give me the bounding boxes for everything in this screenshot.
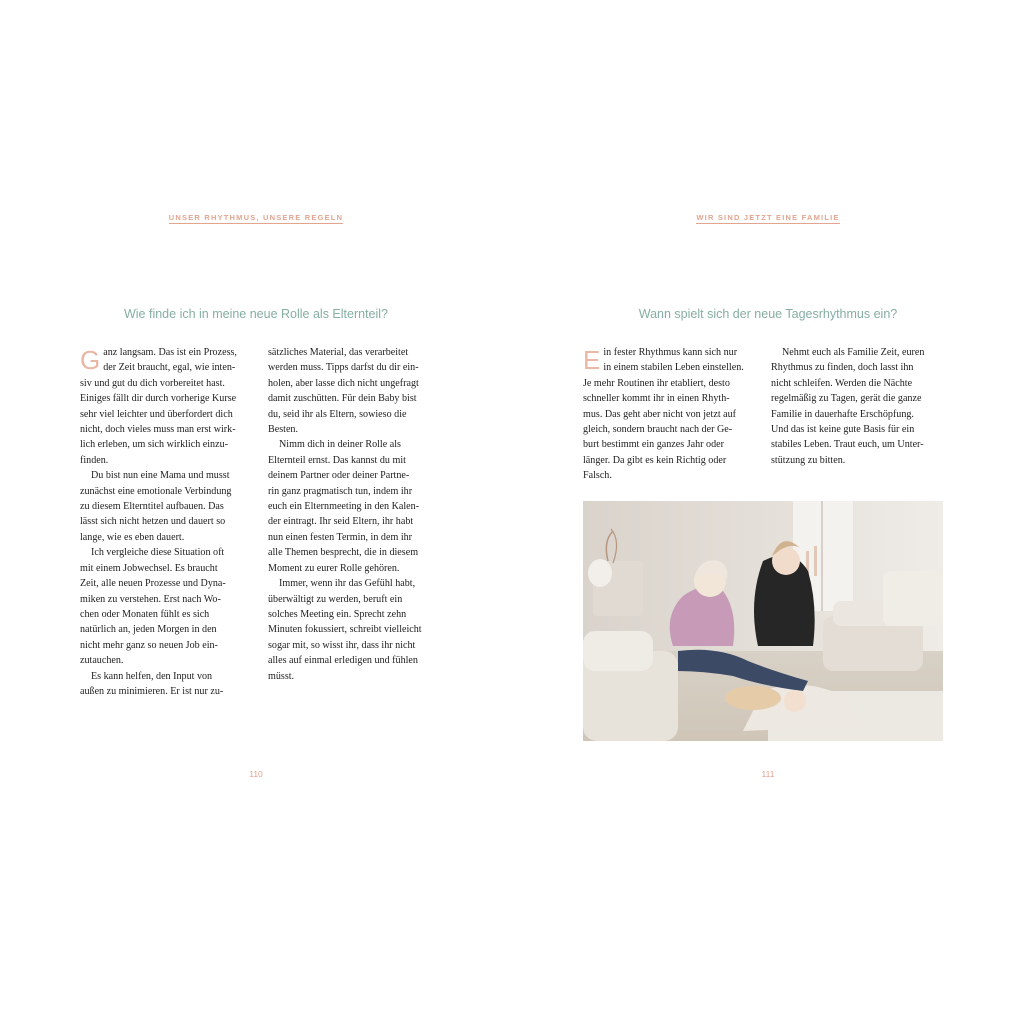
text-line: miken zu verstehen. Erst nach Wo- <box>80 593 221 605</box>
text-line: Familie in dauerhafte Erschöpfung. <box>771 408 914 420</box>
paragraph <box>583 345 755 484</box>
text-line: lässt sich nicht hetzen und dauert so <box>80 516 226 528</box>
text-line: du, seid ihr als Eltern, sowieso die <box>268 408 407 420</box>
page-number: 110 <box>249 769 263 779</box>
right-page <box>512 0 1024 1024</box>
text-line: Immer, wenn ihr das Gefühl habt, <box>279 578 416 590</box>
section-title: Wann spielt sich der neue Tagesrhythmus ein? <box>638 307 898 321</box>
text-line: Ich vergleiche diese Situation oft <box>91 547 225 559</box>
text-line: stützung zu bitten. <box>771 454 846 466</box>
text-column-2 <box>771 345 943 468</box>
text-line: zunächst eine emotionale Verbindung <box>80 485 232 497</box>
text-line: Besten. <box>268 424 298 436</box>
text-line: solches Meeting ein. Sprecht zehn <box>268 608 407 620</box>
text-line: rin ganz pragmatisch tun, indem ihr <box>268 485 413 497</box>
text-line: nicht schleifen. Werden die Nächte <box>771 377 913 389</box>
text-line: überwältigt zu werden, beruft ein <box>268 593 403 605</box>
text-line: werden muss. Tipps darfst du dir ein- <box>268 362 419 374</box>
running-head: WIR SIND JETZT EINE FAMILIE <box>696 213 840 222</box>
text-line: mit einem Jobwechsel. Es braucht <box>80 562 218 574</box>
text-line: damit zuschütten. Für dein Baby bist <box>268 393 417 405</box>
text-column-1 <box>80 345 252 699</box>
text-line: sätzliches Material, das verarbeitet <box>268 347 409 358</box>
text-line: alles auf einmal erledigen und fühlen <box>268 655 418 667</box>
text-line: in fester Rhythmus kann sich nur <box>603 347 738 358</box>
running-head: UNSER RHYTHMUS, UNSERE REGELN <box>168 213 344 222</box>
text-line: Minuten fokussiert, schreibt vielleicht <box>268 624 422 636</box>
text-line: lich erleben, um sich wirklich einzu- <box>80 439 228 451</box>
paragraph <box>268 576 440 684</box>
text-line: anz langsam. Das ist ein Prozess, <box>103 347 237 358</box>
family-photo <box>583 501 943 741</box>
section-title: Wie finde ich in meine neue Rolle als Elternteil? <box>123 307 389 321</box>
text-column-2 <box>268 345 440 684</box>
text-line: Du bist nun eine Mama und musst <box>91 470 230 482</box>
paragraph <box>771 345 943 468</box>
paragraph <box>80 468 252 545</box>
text-line: Nehmt euch als Familie Zeit, euren <box>782 347 925 358</box>
paragraph <box>80 545 252 668</box>
text-line: sehr viel leichter und überfordert dich <box>80 408 233 420</box>
text-line: Nimm dich in deiner Rolle als <box>279 439 401 451</box>
drop-cap: E <box>583 345 601 375</box>
text-line: deinem Partner oder deiner Partne- <box>268 470 410 482</box>
text-line: euch ein Elternmeeting in den Kalen- <box>268 501 420 513</box>
paragraph <box>80 345 252 468</box>
text-line: chen oder Monaten fühlt es sich <box>80 608 210 620</box>
text-line: sogar mit, so wisst ihr, dass ihr nicht <box>268 639 416 651</box>
text-line: holen, aber lasse dich nicht ungefragt <box>268 377 419 389</box>
text-line: schneller kommt ihr in einen Rhyth- <box>583 393 730 405</box>
page-number: 111 <box>761 769 775 779</box>
text-line: mus. Das geht aber nicht von jetzt auf <box>583 408 737 420</box>
text-line: Und das ist keine gute Basis für ein <box>771 424 915 436</box>
text-line: Einiges fällt dir durch vorherige Kurse <box>80 393 237 405</box>
text-line: natürlich an, jeden Morgen in den <box>80 624 217 636</box>
text-line: in einem stabilen Leben einstellen. <box>603 362 744 374</box>
text-line: nun einen festen Termin, in dem ihr <box>268 531 413 543</box>
text-line: der eintragt. Ihr seid Eltern, ihr habt <box>268 516 414 528</box>
text-line: finden. <box>80 454 109 466</box>
text-line: lange, wie es eben dauert. <box>80 531 185 543</box>
text-line: müsst. <box>268 670 295 682</box>
text-line: gleich, sondern braucht nach der Ge- <box>583 424 733 436</box>
text-line: siv und gut du dich vorbereitet hast. <box>80 377 225 389</box>
paragraph <box>268 437 440 576</box>
text-column-1 <box>583 345 755 484</box>
text-line: länger. Da gibt es kein Richtig oder <box>583 454 727 466</box>
text-line: nicht, doch vieles muss man erst wirk- <box>80 424 236 436</box>
text-line: Moment zu eurer Rolle gehören. <box>268 562 400 574</box>
text-line: außen zu minimieren. Er ist nur zu- <box>80 685 224 697</box>
paragraph <box>268 345 440 437</box>
text-line: alle Themen besprecht, die in diesem <box>268 547 419 559</box>
text-line: burt bestimmt ein ganzes Jahr oder <box>583 439 724 451</box>
text-line: zu diesem Elterntitel aufbauen. Das <box>80 501 224 513</box>
text-line: Falsch. <box>583 470 612 482</box>
text-line: regelmäßig zu Tagen, gerät die ganze <box>771 393 922 405</box>
text-line: Zeit, alle neuen Prozesse und Dyna- <box>80 578 226 590</box>
text-line: Rhythmus zu finden, doch lasst ihn <box>771 362 914 374</box>
text-line: zutauchen. <box>80 655 124 667</box>
text-line: stabiles Leben. Traut euch, um Unter- <box>771 439 924 451</box>
text-line: Es kann helfen, den Input von <box>91 670 213 682</box>
family-photo-illustration <box>583 501 943 741</box>
text-line: nicht mehr ganz so neuen Job ein- <box>80 639 218 651</box>
drop-cap: G <box>80 345 101 375</box>
text-line: Je mehr Routinen ihr etabliert, desto <box>583 377 730 389</box>
text-line: der Zeit braucht, egal, wie inten- <box>103 362 236 374</box>
paragraph <box>80 669 252 700</box>
text-line: Elternteil ernst. Das kannst du mit <box>268 454 406 466</box>
